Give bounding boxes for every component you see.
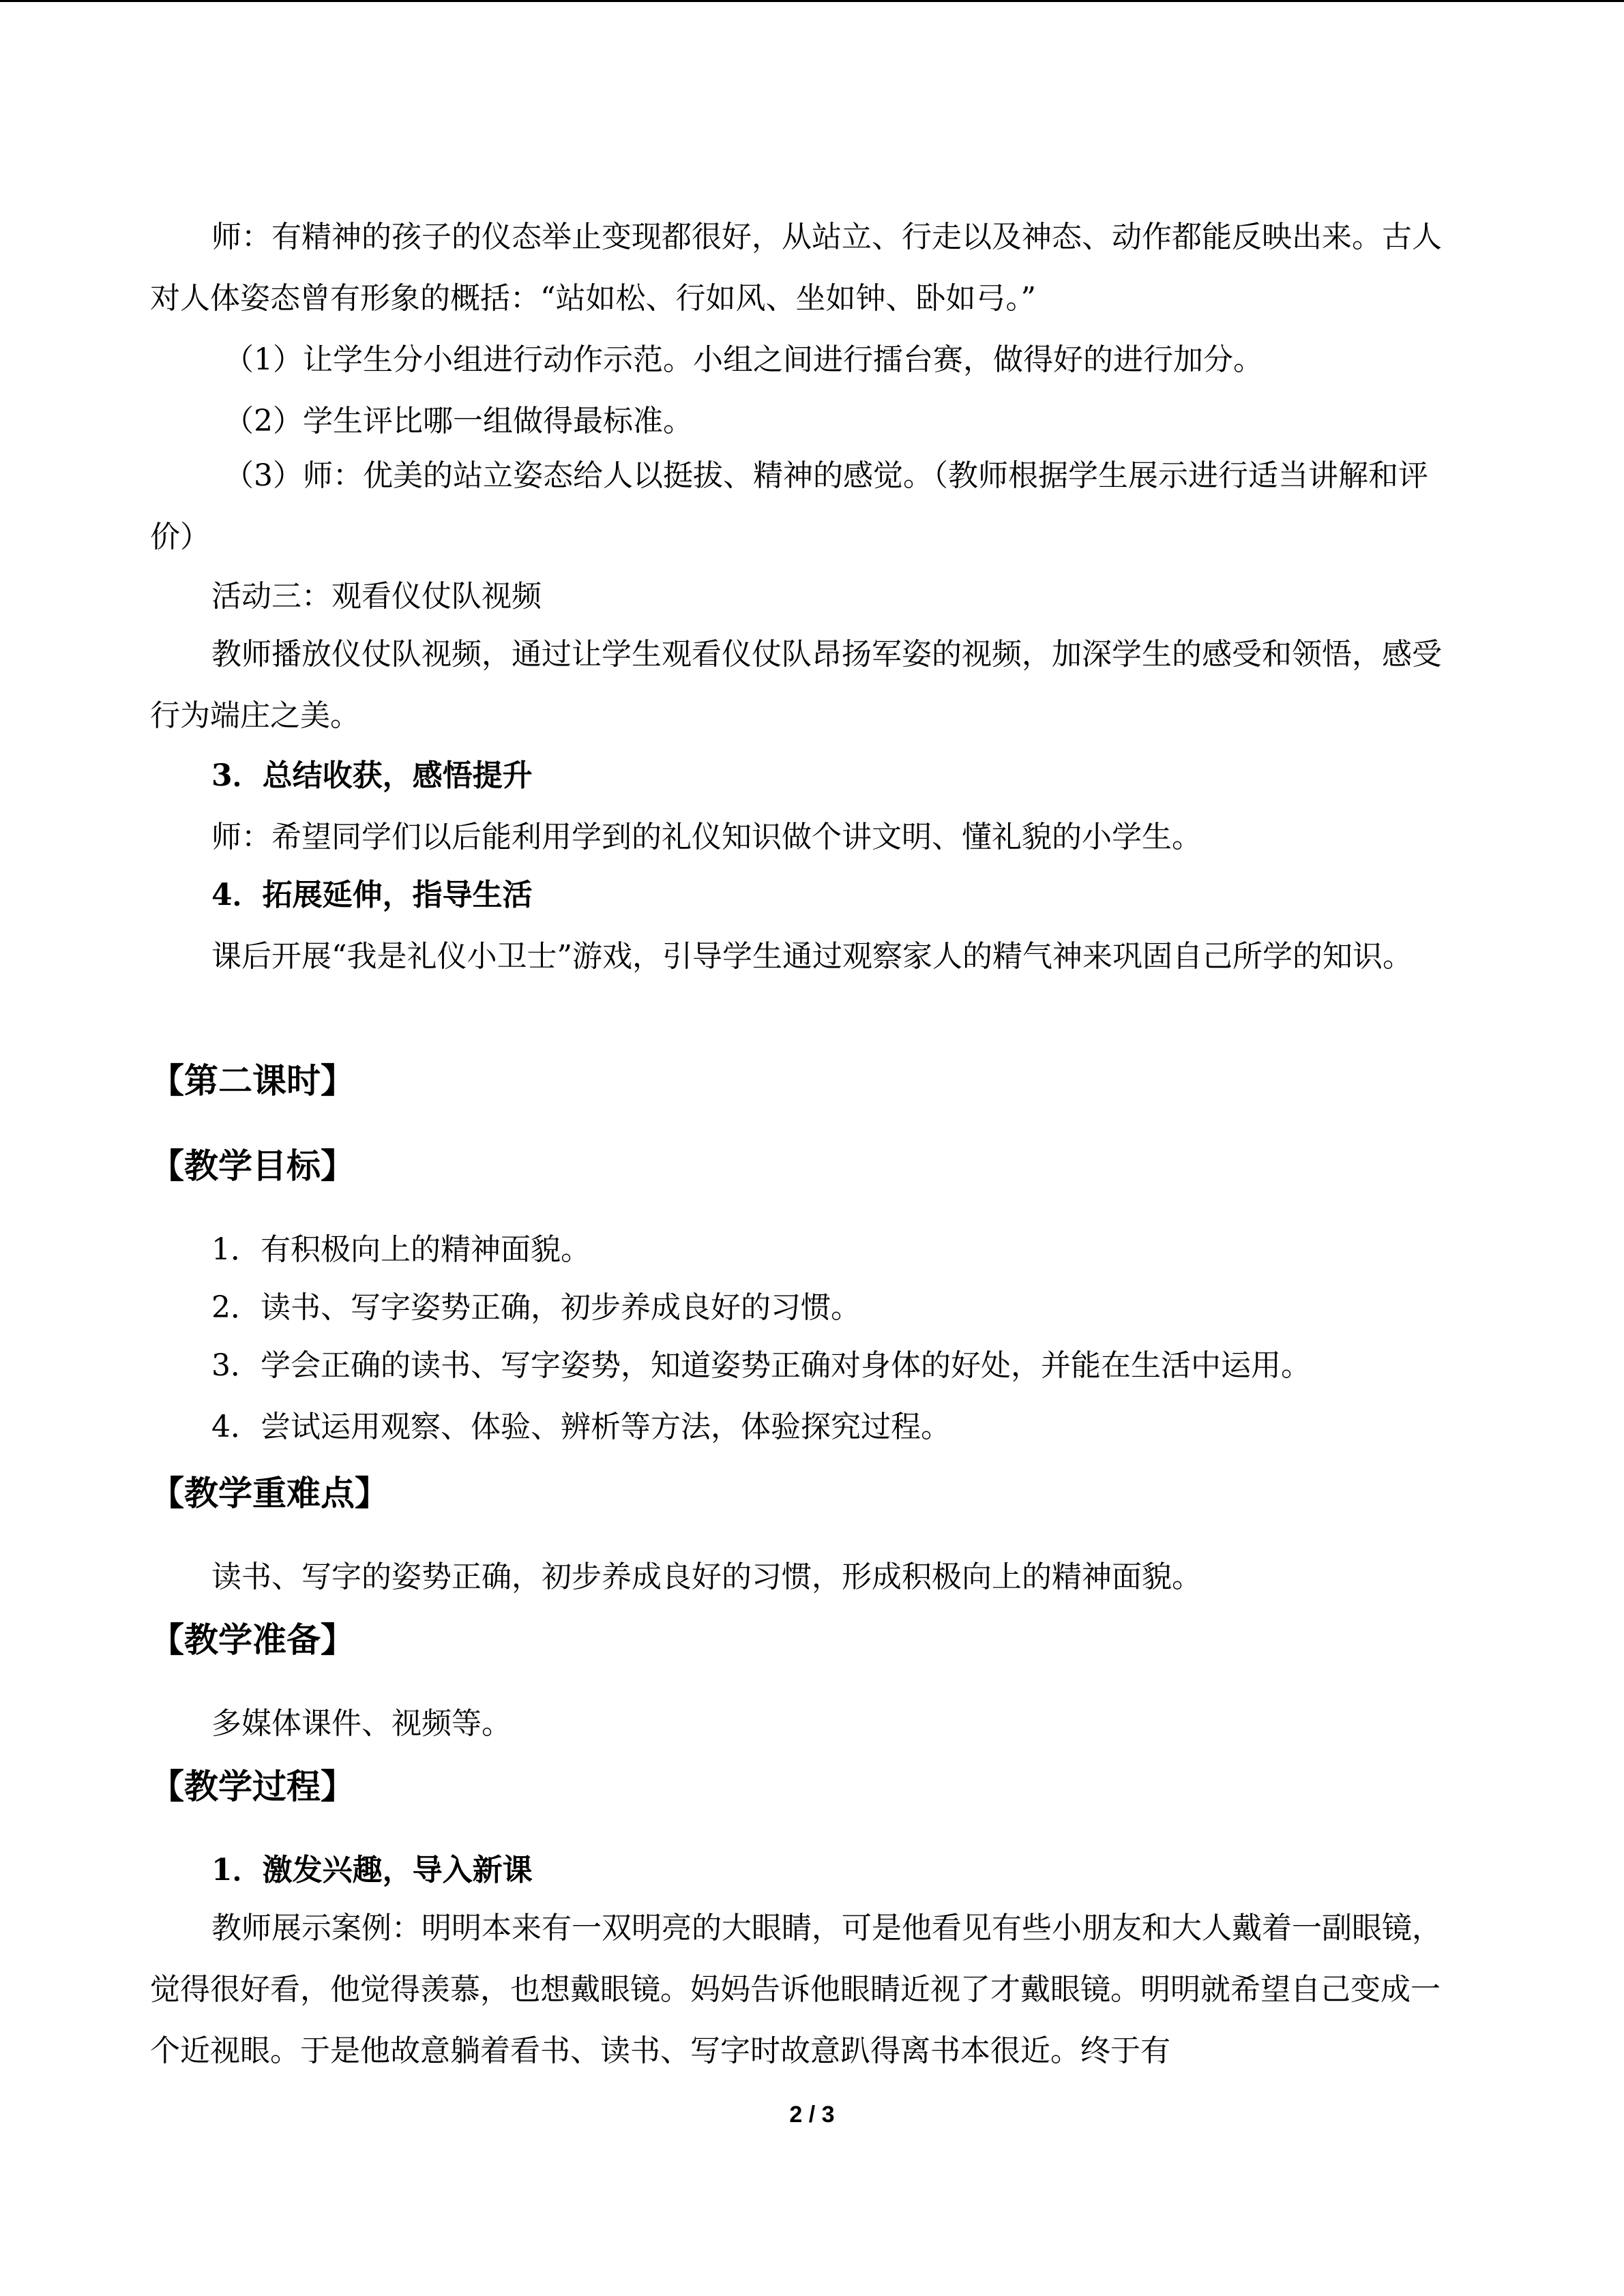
heading-lesson-2: 【第二课时】 (150, 1061, 355, 1101)
heading-preparation: 【教学准备】 (150, 1620, 355, 1660)
paragraph-step-3: （3）师：优美的站立姿态给人以挺拔、精神的感觉。（教师根据学生展示进行适当讲解和评价） (150, 458, 1428, 554)
goal-item: 4．尝试运用观察、体验、辨析等方法，体验探究过程。 (211, 1410, 951, 1444)
paragraph-step-1: （1）让学生分小组进行动作示范。小组之间进行擂台赛，做得好的进行加分。 (224, 342, 1263, 377)
paragraph-keypoints: 读书、写字的姿势正确，初步养成良好的习惯，形成积极向上的精神面貌。 (211, 1560, 1202, 1594)
subheading-intro: 1．激发兴趣，导入新课 (211, 1853, 533, 1888)
subheading-extension: 4．拓展延伸，指导生活 (211, 878, 533, 912)
paragraph-case: 教师展示案例：明明本来有一双明亮的大眼睛，可是他看见有些小朋友和大人戴着一副眼镜，觉得很好看，他觉得羡慕，也想戴眼镜。妈妈告诉他眼睛近视了才戴眼镜。明明就希望自己变成一个近视眼。于是他故意躺着看书、读书、写字时故意趴得离书本很近。终于有 (150, 1911, 1442, 2068)
paragraph-video: 教师播放仪仗队视频，通过让学生观看仪仗队昂扬军姿的视频，加深学生的感受和领悟，感受行为端庄之美。 (150, 637, 1442, 733)
heading-process: 【教学过程】 (150, 1767, 355, 1806)
heading-goals: 【教学目标】 (150, 1146, 355, 1186)
paragraph-teacher-hope: 师：希望同学们以后能利用学到的礼仪知识做个讲文明、懂礼貌的小学生。 (211, 820, 1202, 854)
paragraph-game: 课后开展“我是礼仪小卫士”游戏，引导学生通过观察家人的精气神来巩固自己所学的知识。 (211, 939, 1413, 974)
paragraph-preparation: 多媒体课件、视频等。 (211, 1706, 512, 1741)
page-number: 2 / 3 (789, 2102, 835, 2128)
goal-item: 3．学会正确的读书、写字姿势，知道姿势正确对身体的好处，并能在生活中运用。 (211, 1348, 1311, 1383)
subheading-summary: 3．总结收获，感悟提升 (211, 758, 533, 793)
goal-item: 2．读书、写字姿势正确，初步养成良好的习惯。 (211, 1290, 861, 1325)
heading-keypoints: 【教学重难点】 (150, 1474, 389, 1513)
paragraph-activity-3: 活动三：观看仪仗队视频 (211, 579, 542, 614)
paragraph-step-2: （2）学生评比哪一组做得最标准。 (224, 404, 693, 438)
goal-item: 1．有积极向上的精神面貌。 (211, 1232, 591, 1267)
paragraph-teacher-intro: 师：有精神的孩子的仪态举止变现都很好，从站立、行走以及神态、动作都能反映出来。古人对人体姿态曾有形象的概括：“站如松、行如风、坐如钟、卧如弓。” (150, 220, 1442, 316)
